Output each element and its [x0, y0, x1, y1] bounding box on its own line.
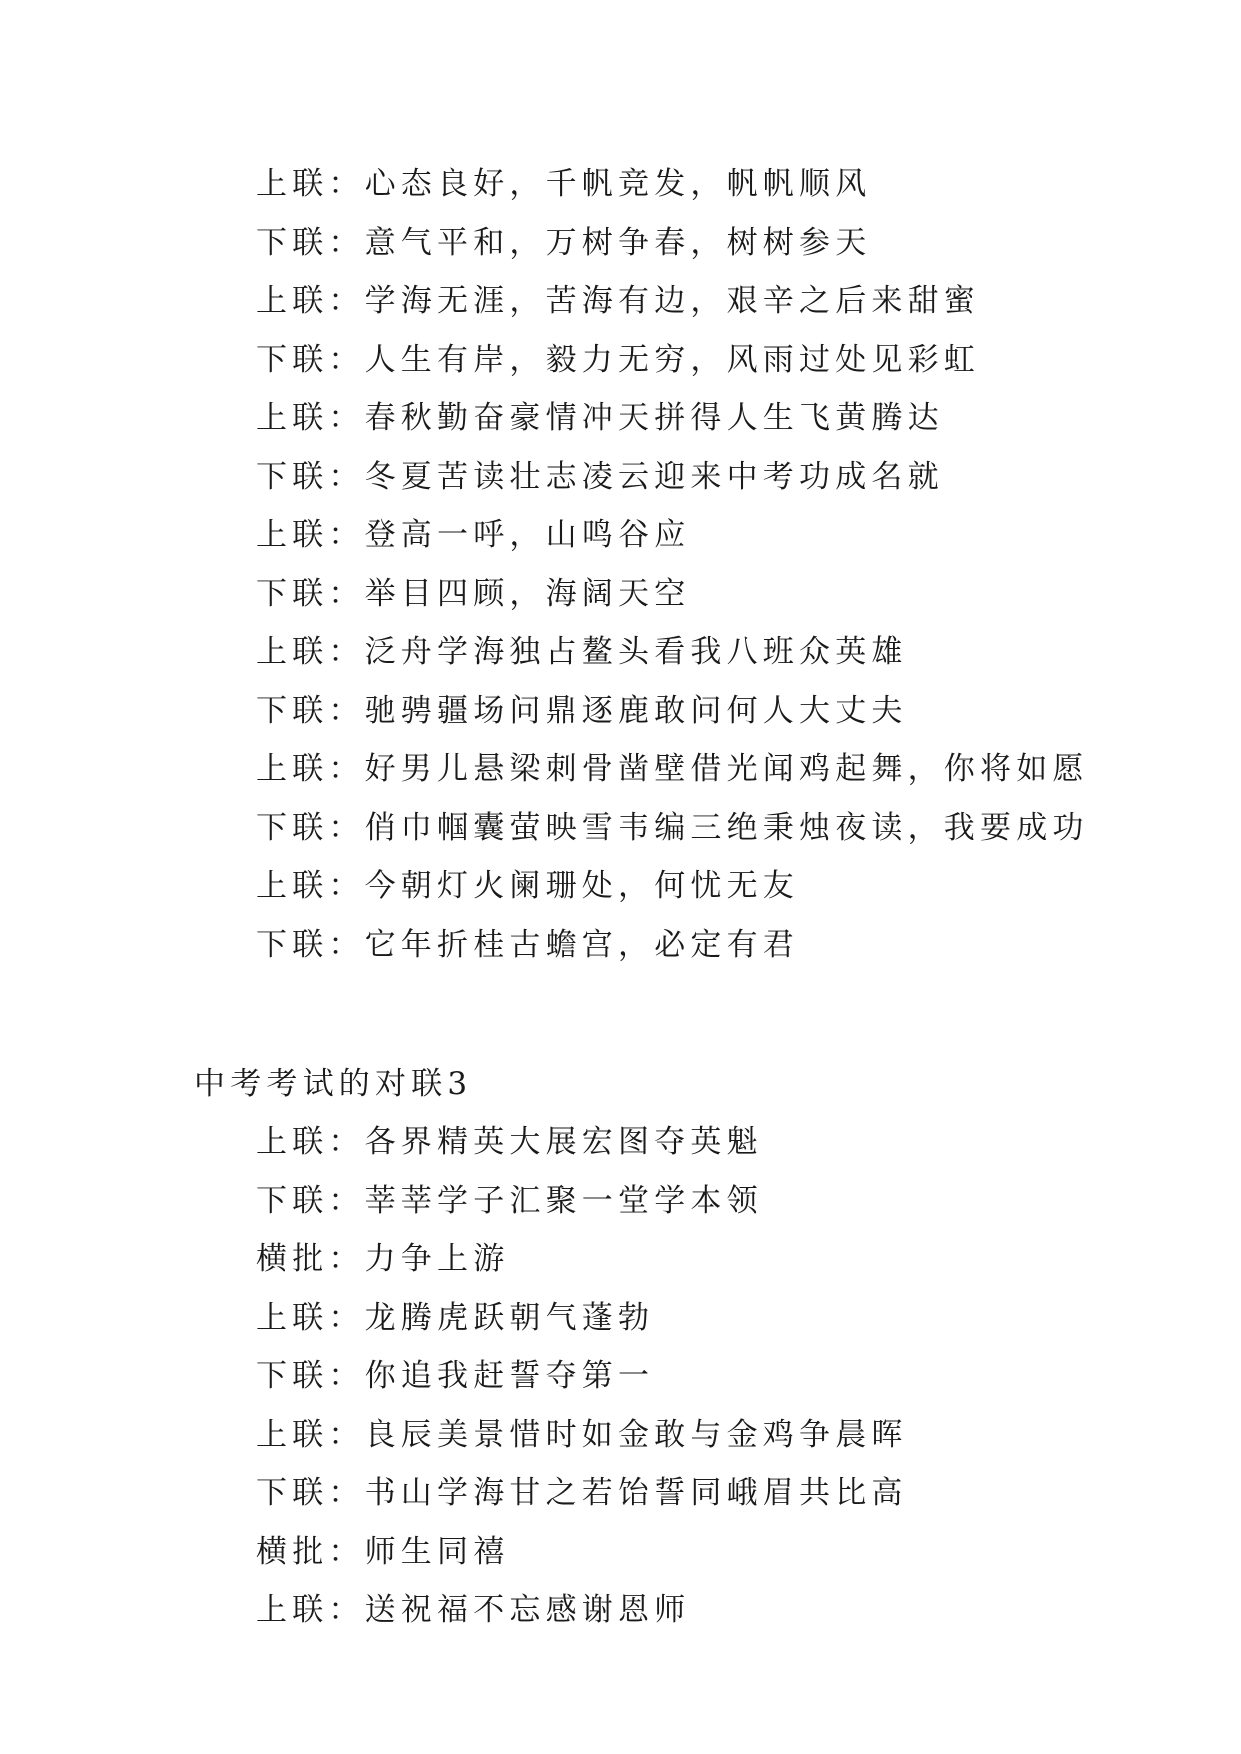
- couplet-line: [256, 341, 981, 378]
- couplet-text: 心态良好，千帆竞发，帆帆顺风: [364, 166, 872, 202]
- couplet-label: 上联：: [256, 751, 365, 787]
- couplet-line: [256, 458, 944, 495]
- couplet-label: 下联：: [256, 809, 365, 846]
- couplet-text: 力争上游: [364, 1241, 510, 1277]
- couplet-line: [256, 751, 1089, 787]
- couplet-line: [256, 1182, 763, 1219]
- couplet-text: 龙腾虎跃朝气蓬勃: [364, 1299, 655, 1336]
- couplet-text: 书山学海甘之若饴誓同峨眉共比高: [364, 1475, 908, 1511]
- couplet-line: [256, 1592, 691, 1628]
- couplet-label: 下联：: [256, 692, 365, 729]
- couplet-text: 俏巾帼囊萤映雪韦编三绝秉烛夜读，我要成功: [364, 809, 1089, 846]
- couplet-label: 下联：: [256, 575, 365, 612]
- couplet-line: [256, 1241, 510, 1277]
- couplet-line: [256, 868, 800, 904]
- couplet-text: 意气平和，万树争春，树树参天: [364, 224, 872, 261]
- couplet-label: 上联：: [256, 283, 365, 319]
- couplet-label: 上联：: [256, 1592, 365, 1628]
- section-heading: 中考考试的对联3: [194, 1066, 473, 1102]
- couplet-text: 冬夏苦读壮志凌云迎来中考功成名就: [364, 458, 944, 495]
- couplet-line: [256, 1124, 763, 1160]
- couplet-line: [256, 809, 1089, 846]
- couplet-line: [256, 1358, 655, 1394]
- couplet-line: [256, 1299, 655, 1336]
- couplet-label: 上联：: [256, 166, 365, 202]
- couplet-text: 学海无涯，苦海有边，艰辛之后来甜蜜: [364, 283, 981, 319]
- couplet-line: [256, 224, 872, 261]
- couplet-text: 驰骋疆场问鼎逐鹿敢问何人大丈夫: [364, 692, 908, 729]
- couplet-text: 莘莘学子汇聚一堂学本领: [364, 1182, 763, 1219]
- couplet-label: 下联：: [256, 1182, 365, 1219]
- couplet-text: 人生有岸，毅力无穷，风雨过处见彩虹: [364, 341, 981, 378]
- couplet-line: [256, 1475, 908, 1511]
- couplet-label: 下联：: [256, 1475, 365, 1511]
- couplet-text: 好男儿悬梁刺骨凿壁借光闻鸡起舞，你将如愿: [364, 751, 1089, 787]
- couplet-label: 横批：: [256, 1533, 365, 1570]
- couplet-label: 下联：: [256, 458, 365, 495]
- couplet-text: 良辰美景惜时如金敢与金鸡争晨晖: [364, 1416, 908, 1453]
- couplet-text: 你追我赶誓夺第一: [364, 1358, 655, 1394]
- couplet-label: 上联：: [256, 1416, 365, 1453]
- couplet-text: 泛舟学海独占鳌头看我八班众英雄: [364, 634, 908, 670]
- couplet-text: 春秋勤奋豪情冲天拼得人生飞黄腾达: [364, 400, 944, 436]
- couplet-line: [256, 575, 691, 612]
- couplet-label: 上联：: [256, 1124, 365, 1160]
- couplet-text: 今朝灯火阑珊处，何忧无友: [364, 868, 800, 904]
- couplet-label: 下联：: [256, 341, 365, 378]
- couplet-text: 师生同禧: [364, 1533, 510, 1570]
- couplet-line: [256, 283, 981, 319]
- couplet-text: 登高一呼，山鸣谷应: [364, 517, 691, 553]
- couplet-line: [256, 692, 908, 729]
- couplet-text: 送祝福不忘感谢恩师: [364, 1592, 691, 1628]
- couplet-label: 上联：: [256, 634, 365, 670]
- couplet-line: [256, 1416, 908, 1453]
- couplet-line: [256, 517, 691, 553]
- couplet-text: 举目四顾，海阔天空: [364, 575, 691, 612]
- couplet-label: 下联：: [256, 224, 365, 261]
- couplet-label: 下联：: [256, 1358, 365, 1394]
- couplet-label: 上联：: [256, 868, 365, 904]
- couplet-line: [256, 1533, 510, 1570]
- couplet-label: 上联：: [256, 517, 365, 553]
- couplet-line: [256, 634, 908, 670]
- couplet-line: [256, 926, 800, 963]
- couplet-label: 下联：: [256, 926, 365, 963]
- couplet-text: 它年折桂古蟾宫，必定有君: [364, 926, 800, 963]
- couplet-label: 上联：: [256, 400, 365, 436]
- couplet-line: [256, 400, 944, 436]
- couplet-line: [256, 166, 872, 202]
- couplet-text: 各界精英大展宏图夺英魁: [364, 1124, 763, 1160]
- couplet-label: 横批：: [256, 1241, 365, 1277]
- couplet-label: 上联：: [256, 1299, 365, 1336]
